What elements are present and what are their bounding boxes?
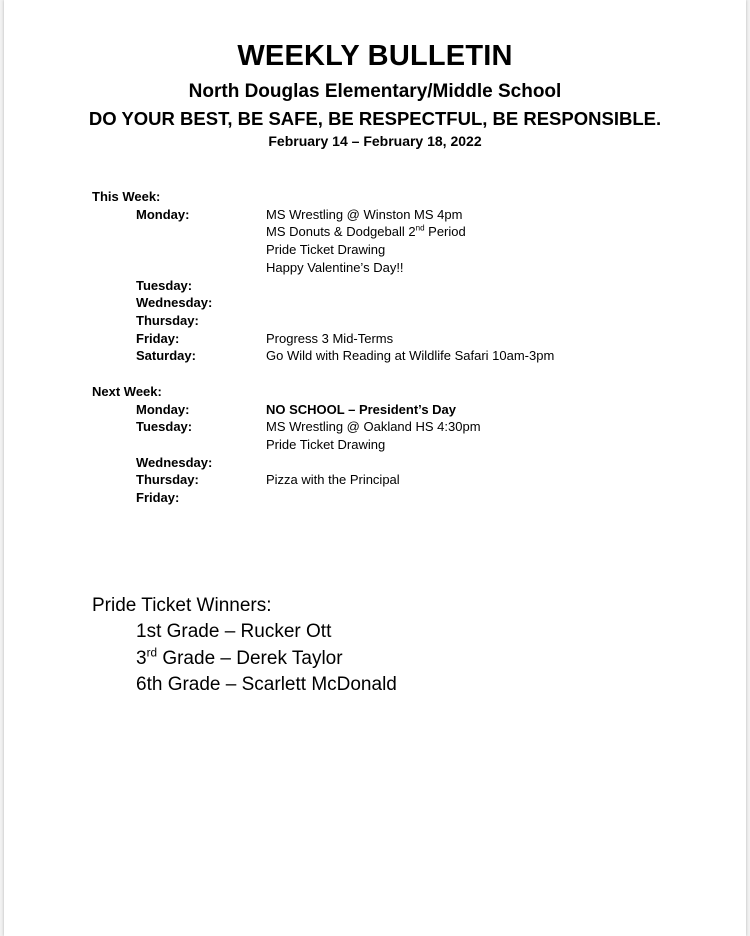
winner-item: 3rd Grade – Derek Taylor [136,646,343,669]
event-item: Go Wild with Reading at Wildlife Safari 10am-3pm [266,348,555,363]
this-week-thursday: Thursday: [136,313,199,328]
next-week-tuesday: Tuesday: [136,419,193,434]
this-week-friday: Friday: [136,331,180,346]
this-week-monday: Monday: [136,207,190,222]
school-motto: DO YOUR BEST, BE SAFE, BE RESPECTFUL, BE RESPONSIBLE. [88,108,662,129]
next-week-friday: Friday: [136,490,180,505]
event-item: MS Wrestling @ Winston MS 4pm [266,207,463,222]
event-item: NO SCHOOL – President’s Day [266,402,457,417]
bulletin-title: WEEKLY BULLETIN [237,40,513,72]
event-item: MS Donuts & Dodgeball 2nd Period [266,223,466,239]
winner-item: 6th Grade – Scarlett McDonald [136,674,397,695]
next-week-thursday: Thursday: [136,472,199,487]
this-week-label: This Week: [92,189,161,204]
event-item: Happy Valentine’s Day!! [266,260,404,275]
event-item: Progress 3 Mid-Terms [266,331,394,346]
school-name: North Douglas Elementary/Middle School [188,81,562,102]
event-item: Pride Ticket Drawing [266,242,386,257]
event-item: Pride Ticket Drawing [266,437,386,452]
date-range: February 14 – February 18, 2022 [268,133,482,149]
winner-item: 1st Grade – Rucker Ott [136,621,332,642]
next-week-monday: Monday: [136,402,190,417]
event-item: Pizza with the Principal [266,472,400,487]
this-week-saturday: Saturday: [136,348,196,363]
event-item: MS Wrestling @ Oakland HS 4:30pm [266,419,481,434]
next-week-label: Next Week: [92,384,162,399]
next-week-wednesday: Wednesday: [136,455,213,470]
winners-heading: Pride Ticket Winners: [92,595,272,616]
this-week-wednesday: Wednesday: [136,295,213,310]
this-week-tuesday: Tuesday: [136,278,193,293]
